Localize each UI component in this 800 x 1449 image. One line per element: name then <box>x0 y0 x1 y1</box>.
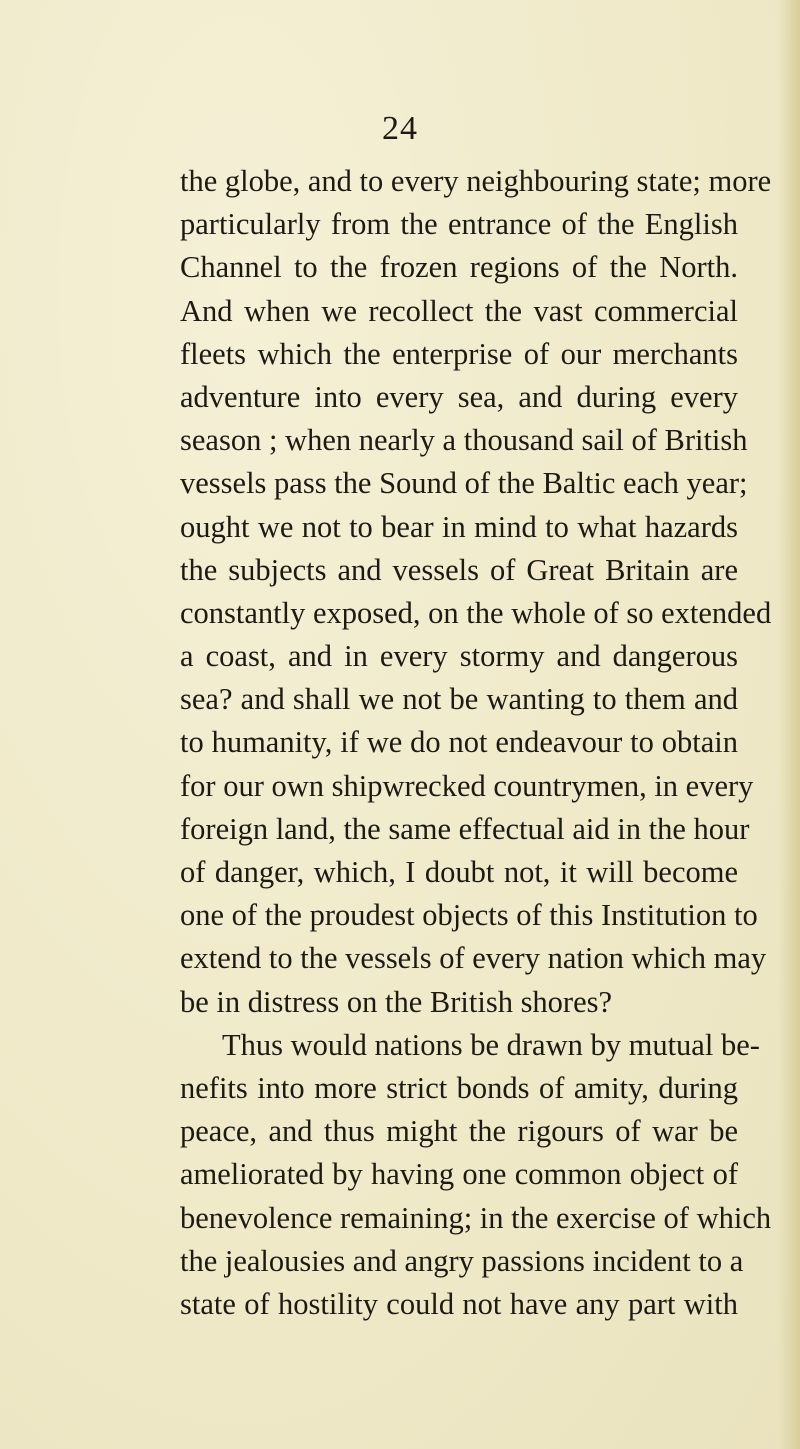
text-line: sea? and shall we not be wanting to them and <box>180 682 738 717</box>
text-line: the subjects and vessels of Great Britain are <box>180 552 738 587</box>
text-line: constantly exposed, on the whole of so extended <box>180 595 772 630</box>
text-line: of danger, which, I doubt not, it will become <box>180 855 738 889</box>
text-line: And when we recollect the vast commercial <box>180 293 738 328</box>
page-edge-shadow <box>778 0 800 1449</box>
text-line: peace, and thus might the rigours of war be <box>180 1114 738 1149</box>
text-line: nefits into more strict bonds of amity, during <box>180 1070 738 1105</box>
text-line: ought we not to bear in mind to what hazards <box>180 509 738 544</box>
text-line: to humanity, if we do not endeavour to obtain <box>180 725 738 760</box>
text-line: fleets which the enterprise of our merchants <box>180 336 738 371</box>
text-line: benevolence remaining; in the exercise of which <box>180 1200 772 1235</box>
text-line: adventure into every sea, and during every <box>180 379 738 414</box>
text-line: vessels pass the Sound of the Baltic each year; <box>180 466 748 501</box>
text-line-paragraph-start: Thus would nations be drawn by mutual be- <box>222 1027 760 1062</box>
text-line: season ; when nearly a thousand sail of British <box>180 423 748 458</box>
text-line: state of hostility could not have any part with <box>180 1286 738 1321</box>
page-number: 24 <box>382 110 418 147</box>
text-line: particularly from the entrance of the English <box>180 207 738 242</box>
text-line-paragraph-end: be in distress on the British shores? <box>180 984 613 1019</box>
body-text <box>180 160 772 1326</box>
text-line: for our own shipwrecked countrymen, in every <box>180 768 754 803</box>
text-line: the globe, and to every neighbouring state; more <box>180 164 772 198</box>
text-line: one of the proudest objects of this Institution to <box>180 898 758 933</box>
text-line: Channel to the frozen regions of the North. <box>180 250 738 285</box>
text-line: ameliorated by having one common object of <box>180 1157 738 1192</box>
text-line: foreign land, the same effectual aid in the hour <box>180 811 750 846</box>
text-line: extend to the vessels of every nation which may <box>180 941 767 976</box>
text-line: a coast, and in every stormy and dangerous <box>180 639 738 674</box>
text-line: the jealousies and angry passions incident to a <box>180 1243 744 1278</box>
